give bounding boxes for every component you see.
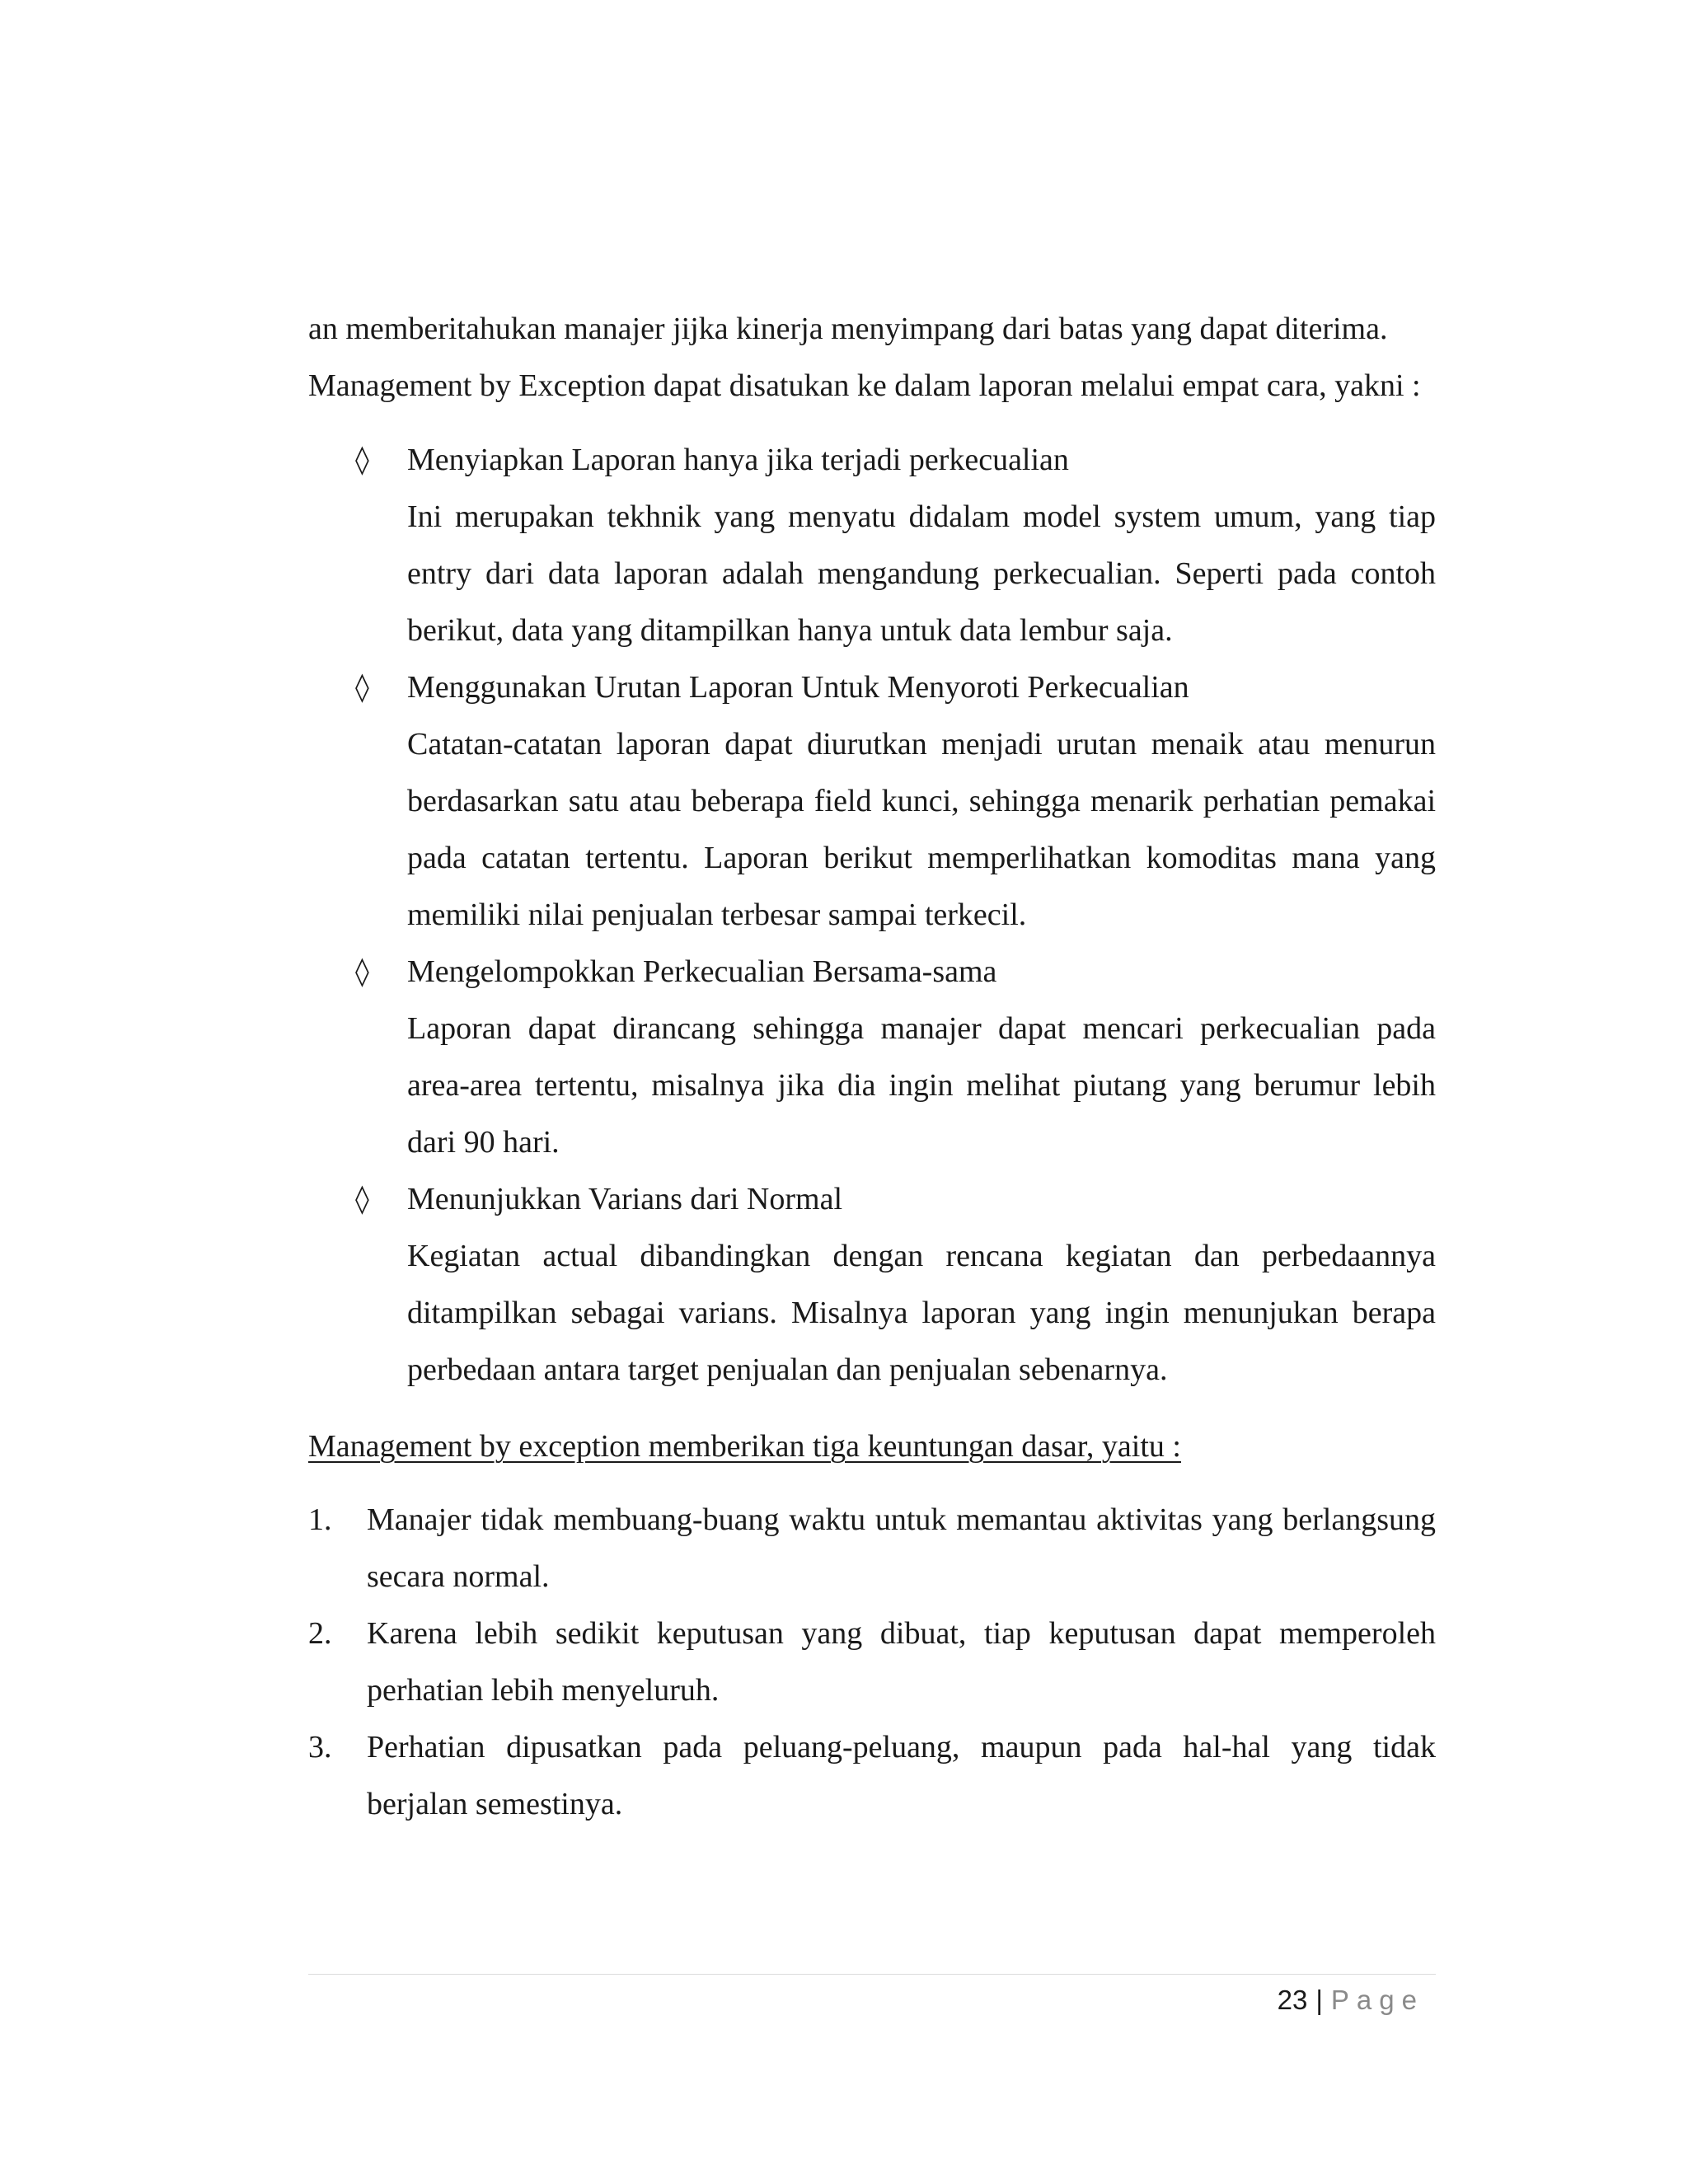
diamond-bullet-icon: ◊	[355, 443, 369, 476]
list-item	[308, 1492, 1436, 1605]
bullet-body: Kegiatan actual dibandingkan dengan rencana kegiatan dan perbedaannya ditampilkan sebagai varians. Misalnya laporan yang ingin menunjukan berapa perbedaan antara target penjualan dan penjualan sebenarnya.	[407, 1239, 1436, 1387]
bullet-body: Laporan dapat dirancang sehingga manajer dapat mencari perkecualian pada area-area tertentu, misalnya jika dia ingin melihat piutang yang berumur lebih dari 90 hari.	[407, 1011, 1436, 1160]
list-item	[308, 1605, 1436, 1719]
list-number: 2.	[308, 1616, 332, 1651]
intro-first-line: an memberitahukan manajer jijka kinerja menyimpang dari batas yang dapat diterima.	[308, 312, 1388, 346]
page-number: 23	[1277, 1985, 1308, 2015]
page-footer	[1278, 1980, 1424, 2021]
page-label: Page	[1330, 1985, 1424, 2015]
benefits-heading: Management by exception memberikan tiga keuntungan dasar, yaitu :	[308, 1429, 1181, 1464]
list-item-text: Perhatian dipusatkan pada peluang-peluang, maupun pada hal-hal yang tidak berjalan semestinya.	[367, 1730, 1436, 1821]
bullet-title: Menunjukkan Varians dari Normal	[407, 1182, 843, 1216]
list-item	[308, 1719, 1436, 1833]
list-item	[308, 944, 1436, 1171]
list-item	[308, 1171, 1436, 1399]
bullet-body: Catatan-catatan laporan dapat diurutkan menjadi urutan menaik atau menurun berdasarkan satu atau beberapa field kunci, sehingga menarik perhatian pemakai pada catatan tertentu. Laporan berikut memperlihatkan komoditas mana yang memiliki nilai penjualan terbesar sampai terkecil.	[407, 727, 1436, 932]
exception-methods-list	[308, 432, 1436, 1399]
bullet-title: Mengelompokkan Perkecualian Bersama-sama	[407, 954, 997, 989]
diamond-bullet-icon: ◊	[355, 955, 369, 988]
list-item-text: Manajer tidak membuang-buang waktu untuk memantau aktivitas yang berlangsung secara normal.	[367, 1502, 1436, 1594]
footer-divider	[308, 1974, 1436, 1975]
list-number: 1.	[308, 1502, 332, 1537]
page-body	[308, 301, 1436, 1833]
list-number: 3.	[308, 1730, 332, 1765]
intro-paragraph: Management by Exception dapat disatukan ke dalam laporan melalui empat cara, yakni :	[308, 368, 1421, 403]
list-item	[308, 432, 1436, 659]
bullet-title: Menggunakan Urutan Laporan Untuk Menyoroti Perkecualian	[407, 670, 1189, 705]
benefits-list	[308, 1492, 1436, 1833]
diamond-bullet-icon: ◊	[355, 1183, 369, 1216]
bullet-body: Ini merupakan tekhnik yang menyatu didalam model system umum, yang tiap entry dari data laporan adalah mengandung perkecualian. Seperti pada contoh berikut, data yang ditampilkan hanya untuk data lembur saja.	[407, 499, 1436, 648]
footer-separator: |	[1315, 1985, 1323, 2015]
list-item	[308, 659, 1436, 944]
bullet-title: Menyiapkan Laporan hanya jika terjadi perkecualian	[407, 443, 1069, 477]
list-item-text: Karena lebih sedikit keputusan yang dibuat, tiap keputusan dapat memperoleh perhatian lebih menyeluruh.	[367, 1616, 1436, 1708]
diamond-bullet-icon: ◊	[355, 671, 369, 704]
